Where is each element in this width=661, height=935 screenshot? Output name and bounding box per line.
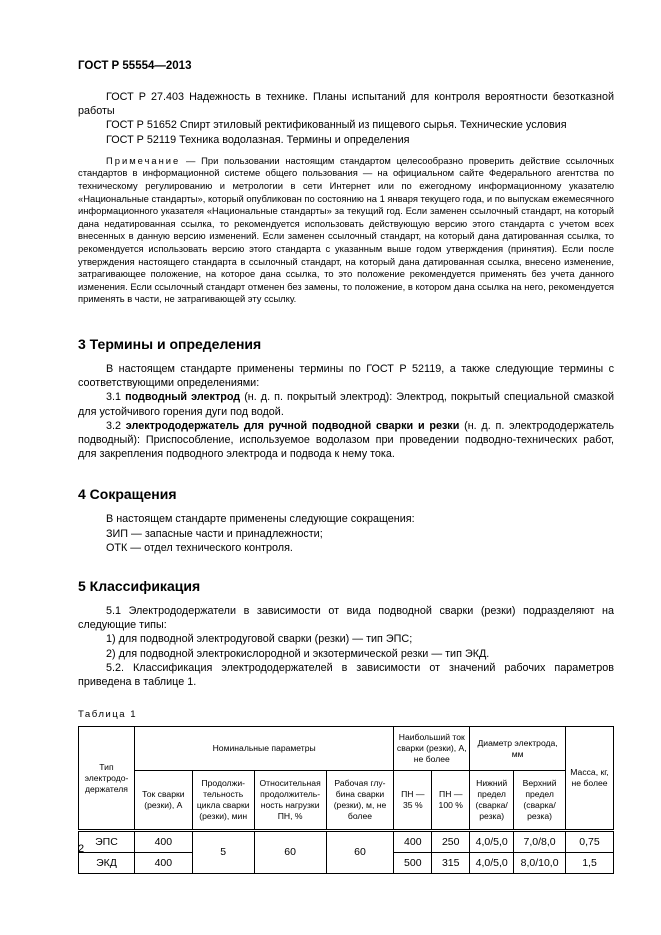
cell-current: 400	[134, 853, 192, 874]
header-mass: Масса, кг, не более	[566, 727, 614, 831]
table-row	[79, 831, 614, 853]
document-body	[78, 90, 614, 874]
section-5-paragraph: 5.1 Электрододержатели в зависимости от вида подводной сварки (резки) подразделяют на следующие типы:	[78, 604, 614, 632]
parameters-table	[78, 726, 614, 874]
note	[78, 155, 614, 306]
header-upper-limit: Верхний предел (сварка/ резка)	[514, 771, 566, 831]
section-4-heading: 4 Сокращения	[78, 486, 177, 503]
header-type: Тип электродо-держателя	[79, 727, 135, 831]
cell-type: ЭПС	[79, 831, 135, 853]
header-lower-limit: Нижний предел (сварка/ резка)	[470, 771, 514, 831]
cell-pn35: 400	[394, 831, 432, 853]
classification-item: 1) для подводной электродуговой сварки (резки) — тип ЭПС;	[106, 633, 413, 646]
abbreviation-item: ЗИП — запасные части и принадлежности;	[106, 527, 323, 540]
header-relative-load: Относительная продолжитель-ность нагрузки ПН, %	[254, 771, 326, 831]
note-label: Примечание	[106, 154, 181, 166]
ref-item: ГОСТ Р 52119 Техника водолазная. Термины и определения	[106, 133, 410, 146]
term-number: 3.2	[106, 419, 126, 432]
page-number: 2	[78, 843, 85, 855]
ref-item: ГОСТ Р 27.403 Надежность в технике. Планы испытаний для контроля вероятности безотказной работы	[78, 91, 614, 118]
term-definition	[78, 390, 614, 418]
term-definition	[78, 419, 614, 462]
cell-mass: 1,5	[566, 853, 614, 874]
section-4-intro: В настоящем стандарте применены следующие сокращения:	[106, 513, 415, 526]
header-pn100: ПН — 100 %	[432, 771, 470, 831]
term-name: электрододержатель для ручной подводной сварки и резки	[125, 419, 460, 432]
section-3-heading: 3 Термины и определения	[78, 335, 262, 352]
cell-duration: 5	[192, 831, 254, 874]
section-5-paragraph: 5.2. Классификация электрододержателей в зависимости от значений рабочих параметров приведена в таблице 1.	[78, 661, 614, 688]
header-max-current: Наибольший ток сварки (резки), А, не более	[394, 727, 470, 771]
page-header: ГОСТ Р 55554—2013	[78, 60, 192, 72]
abbreviation-item: ОТК — отдел технического контроля.	[106, 541, 293, 554]
cell-upper-limit: 8,0/10,0	[514, 853, 566, 874]
header-depth: Рабочая глу-бина сварки (резки), м, не более	[326, 771, 394, 831]
term-text: (н. д. п. покрытый электрод): Электрод, покрытый специальной смазкой для устойчивого горения дуги под водой.	[78, 391, 614, 418]
table-caption: Таблица 1	[78, 709, 138, 721]
term-text: (н. д. п. электрододержатель подводный): Приспособление, используемое водолазом при проведении подводно-технических работ, для закрепления подводного электрода и подвода к нему тока.	[78, 419, 615, 461]
cell-mass: 0,75	[566, 831, 614, 853]
header-diameter: Диаметр электрода, мм	[470, 727, 566, 771]
cell-current: 400	[134, 831, 192, 853]
section-3-intro: В настоящем стандарте применены термины по ГОСТ Р 52119, а также следующие термины с соответствующими определениями:	[78, 362, 614, 390]
cell-lower-limit: 4,0/5,0	[470, 853, 514, 874]
cell-pn35: 500	[394, 853, 432, 874]
ref-item: ГОСТ Р 51652 Спирт этиловый ректификованный из пищевого сырья. Технические условия	[106, 119, 567, 132]
cell-pn100: 250	[432, 831, 470, 853]
header-nominal: Номинальные параметры	[134, 727, 393, 771]
term-name: подводный электрод	[125, 391, 241, 404]
classification-item: 2) для подводной электрокислородной и экзотермической резки — тип ЭКД.	[106, 647, 490, 660]
term-number: 3.1	[106, 391, 126, 404]
cell-type: ЭКД	[79, 853, 135, 874]
note-text: — При пользовании настоящим стандартом целесообразно проверить действие ссылочных стандартов в информационной системе общего пользования — на официальном сайте Федерального агентства по техническому регулированию и метрологии в сети Интернет или по ежегодному информационному указателю «Национальные стандарты», который опубликован по состоянию на 1 января текущего года, и по выпускам ежемесячного информационного указателя «Национальные стандарты» за текущий год. Если заменен ссылочный стандарт, на который дана недатированная ссылка, то рекомендуется использовать действующую версию этого стандарта с учетом всех внесенных в данную версию изменений. Если заменен ссылочный стандарт, на который дана датированная ссылка, то рекомендуется использовать версию этого стандарта с указанным выше годом утверждения (принятия). Если после утверждения настоящего стандарта в ссылочный стандарт, на который дана датированная ссылка, внесено изменение, затрагивающее положение, на которое дана ссылка, то это положение рекомендуется применять без учета данного изменения. Если ссылочный стандарт отменен без замены, то положение, в котором дана ссылка на него, рекомендуется применять в части, не затрагивающей эту ссылку.	[78, 154, 614, 305]
header-pn35: ПН — 35 %	[394, 771, 432, 831]
cell-pn100: 315	[432, 853, 470, 874]
cell-lower-limit: 4,0/5,0	[470, 831, 514, 853]
header-duration: Продолжи-тельность цикла сварки (резки), мин	[192, 771, 254, 831]
cell-relative-load: 60	[254, 831, 326, 874]
cell-depth: 60	[326, 831, 394, 874]
header-current: Ток сварки (резки), А	[134, 771, 192, 831]
section-5-heading: 5 Классификация	[78, 577, 201, 594]
cell-upper-limit: 7,0/8,0	[514, 831, 566, 853]
